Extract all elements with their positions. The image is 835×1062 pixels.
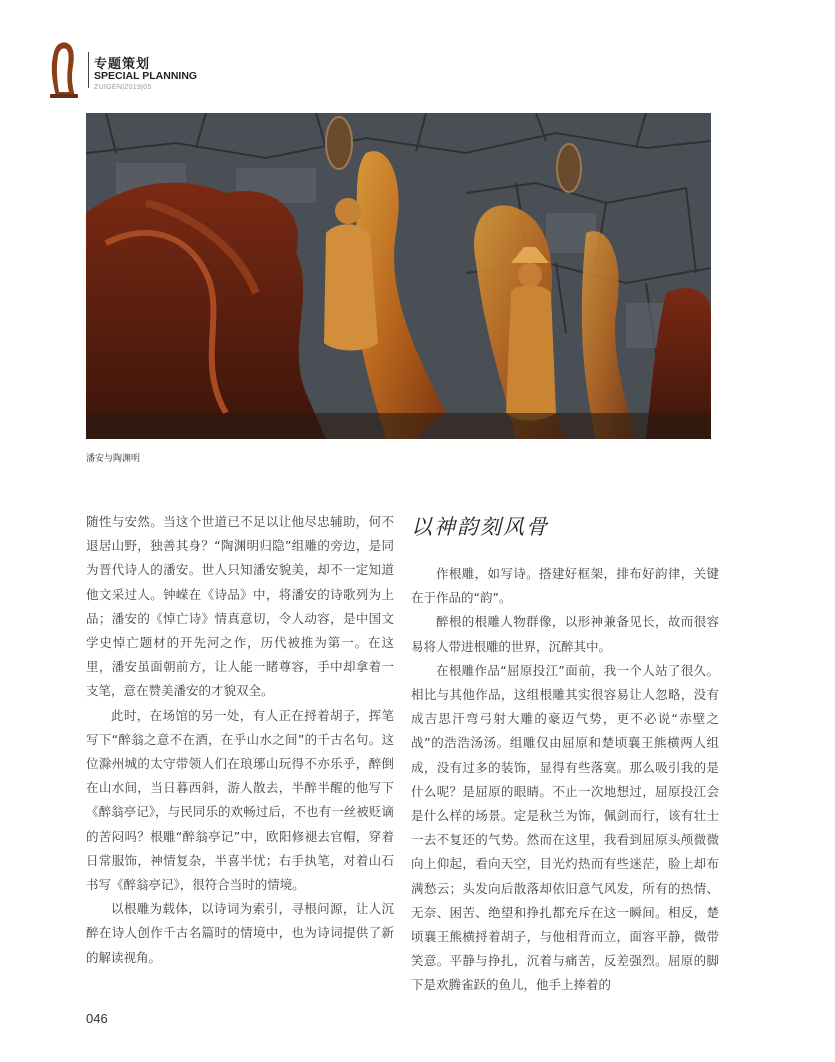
issue-label: ZUIGEN|2019|05	[94, 84, 152, 91]
paragraph: 醉根的根雕人物群像，以形神兼备见长，故而很容易将人带进根雕的世界，沉醉其中。	[411, 614, 719, 654]
section-title-cn: 专题策划	[94, 57, 151, 72]
left-text-column	[86, 510, 394, 970]
paragraph: 以根雕为载体，以诗词为索引，寻根问源，让人沉醉在诗人创作千古名篇时的情境中，也为诗词提供了新的解读视角。	[86, 901, 394, 965]
root-carving-photo	[86, 113, 711, 439]
root-sculpture-logo-icon	[46, 40, 80, 100]
photo-caption: 潘安与陶渊明	[86, 454, 141, 464]
page-number: 046	[86, 1011, 108, 1026]
paragraph: 随性与安然。当这个世道已不足以让他尽忠辅助，何不退居山野，独善其身？“陶渊明归隐”组雕的旁边，是同为晋代诗人的潘安。世人只知潘安貌美，却不一定知道他文采过人。钟嵘在《诗品》中，将潘安的诗歌列为上品；潘安的《悼亡诗》情真意切，令人动容，是中国文学史悼亡题材的开先河之作，历代被推为第一。在这里，潘安虽面朝前方，让人能一睹尊容，手中却拿着一支笔，意在赞美潘安的才貌双全。	[86, 514, 394, 699]
paragraph: 在根雕作品“屈原投江”面前，我一个人站了很久。相比与其他作品，这组根雕其实很容易让人忽略，没有成吉思汗弯弓射大雕的豪迈气势，更不必说“赤壁之战”的浩浩汤汤。组雕仅由屈原和楚顷襄王熊横两人组成，没有过多的装饰，显得有些落寞。那么吸引我的是什么呢？是屈原的眼睛。不止一次地想过，屈原投江会是什么样的场景。定是秋兰为饰，佩剑而行，该有壮士一去不复还的气势。然而在这里，我看到屈原头颅微微向上仰起，看向天空，目光灼热而有些迷茫，脸上却布满愁云；头发向后散落却依旧意气风发，所有的热情、无奈、困苦、绝望和挣扎都充斥在这一瞬间。相反，楚顷襄王熊横捋着胡子，与他相背而立，面容平静，微带笑意。平静与挣扎，沉着与痛苦，反差强烈。屈原的脚下是欢腾雀跃的鱼儿，他手上捧着的	[411, 662, 719, 993]
paragraph: 作根雕，如写诗。搭建好框架，排布好韵律，关键在于作品的“韵”。	[411, 566, 719, 606]
paragraph: 此时，在场馆的另一处，有人正在捋着胡子，挥笔写下“醉翁之意不在酒，在乎山水之间”的千古名句。这位滁州城的太守带领人们在琅琊山玩得不亦乐乎，醉倒在山水间，当日暮西斜，游人散去，半醉半醒的他写下《醉翁亭记》，与民同乐的欢畅过后，不也有一丝被贬谪的苦闷吗？根雕“醉翁亭记”中，欧阳修褪去官帽，穿着日常服饰，神情复杂，半喜半忧；右手执笔，对着山石书写《醉翁亭记》，很符合当时的情境。	[86, 707, 394, 893]
header-divider	[88, 52, 89, 88]
right-text-column	[411, 510, 719, 998]
section-title-en: SPECIAL PLANNING	[94, 70, 198, 82]
section-heading: 以神韵刻风骨	[411, 515, 549, 539]
